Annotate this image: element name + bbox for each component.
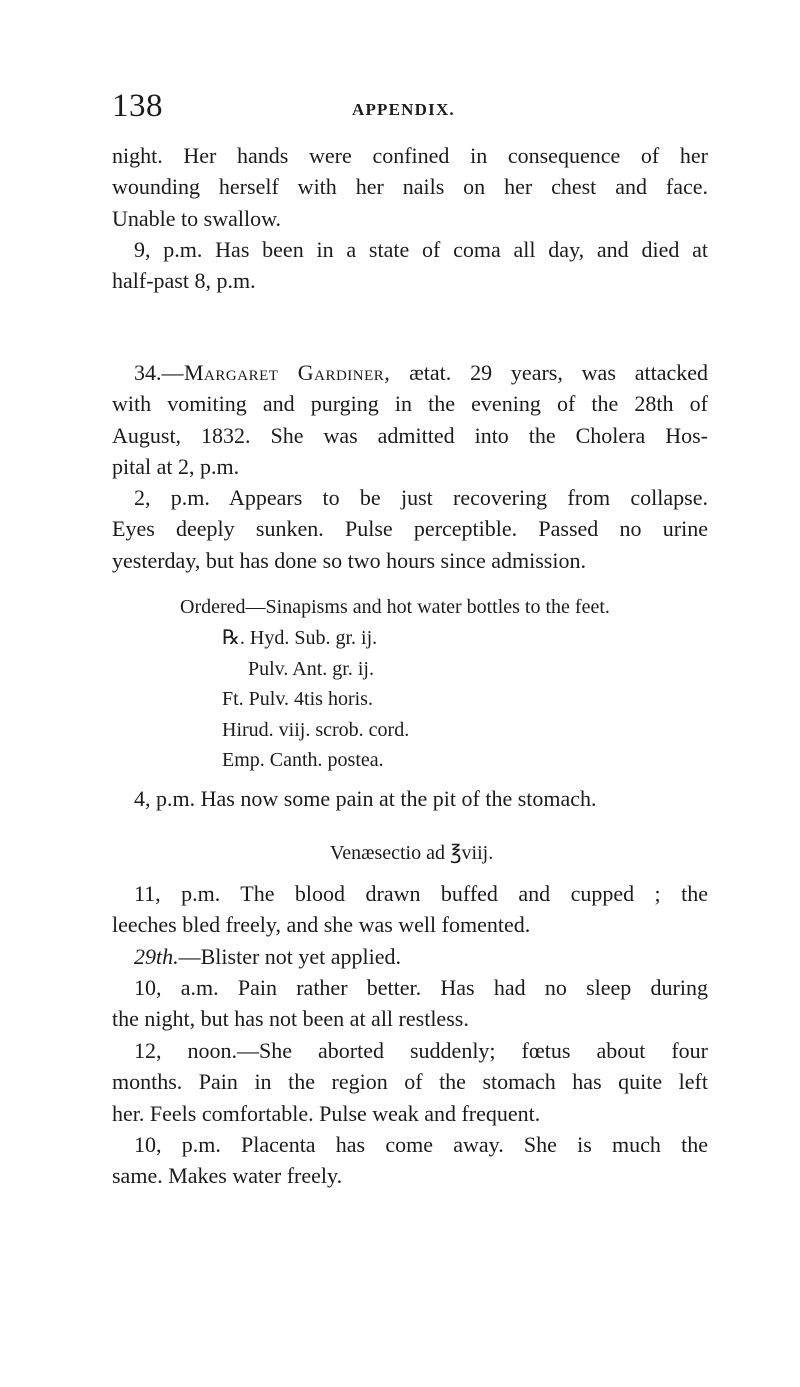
paragraph-29th (112, 941, 708, 972)
prescription-items (222, 623, 409, 776)
text-line: night. Her hands were confined in consequence of her (112, 143, 708, 168)
patient-name: —Margaret Gardiner, (161, 360, 391, 385)
text-line: 4, p.m. Has now some pain at the pit of the stomach. (134, 786, 597, 811)
paragraph-2pm (112, 482, 708, 576)
running-head: APPENDIX. (352, 100, 455, 119)
text-line: pital at 2, p.m. (112, 453, 240, 479)
text-line: wounding herself with her nails on her chest and face. (112, 174, 708, 200)
page-number: 138 (112, 88, 163, 124)
paragraph-continuation (112, 140, 708, 234)
text-line: Eyes deeply sunken. Pulse perceptible. Passed no urine (112, 516, 708, 542)
text-line: 12, noon.—She aborted suddenly; fœtus about four (134, 1038, 708, 1063)
rx-item: Ft. Pulv. 4tis horis. (222, 688, 373, 710)
text-line: months. Pain in the region of the stomach has quite left (112, 1069, 708, 1095)
paragraph-10am (112, 972, 708, 1035)
paragraph-4pm (112, 783, 708, 814)
text-line (112, 941, 708, 972)
page-header (112, 88, 712, 128)
text-line: 11, p.m. The blood drawn buffed and cupped ; the (134, 881, 708, 906)
prescription-ordered (180, 592, 610, 623)
date-29th: 29th. (134, 944, 179, 969)
text-line: her. Feels comfortable. Pulse weak and frequent. (112, 1100, 541, 1126)
text-line: yesterday, but has done so two hours since admission. (112, 547, 586, 573)
text-line: leeches bled freely, and she was well fomented. (112, 912, 531, 938)
paragraph-noon (112, 1035, 708, 1129)
venaesectio-order: Venæsectio ad ℥viij. (330, 842, 494, 864)
text-line: 9, p.m. Has been in a state of coma all day, and died at (134, 237, 708, 262)
text-line: with vomiting and purging in the evening of the 28th of (112, 391, 708, 417)
ordered-line: Ordered—Sinapisms and hot water bottles to the feet. (180, 596, 610, 618)
rx-item: Pulv. Ant. gr. ij. (248, 657, 374, 680)
rx-item: Hirud. viij. scrob. cord. (222, 718, 410, 741)
text-line: half-past 8, p.m. (112, 268, 256, 294)
text-line: Unable to swallow. (112, 205, 282, 231)
rx-item: ℞. Hyd. Sub. gr. ij. (222, 627, 378, 649)
rx-item: Emp. Canth. postea. (222, 749, 384, 771)
text-line: 2, p.m. Appears to be just recovering from collapse. (134, 485, 708, 510)
paragraph-9pm (112, 234, 708, 297)
blister-note: —Blister not yet applied. (178, 944, 402, 969)
paragraph-10pm (112, 1129, 708, 1192)
text-line: August, 1832. She was admitted into the Cholera Hos- (112, 422, 708, 448)
case-34-heading-paragraph (112, 357, 708, 482)
text-line (112, 357, 708, 388)
case-number: 34. (134, 360, 162, 385)
case-intro-text: ætat. 29 years, was attacked (390, 360, 708, 385)
text-line: 10, a.m. Pain rather better. Has had no sleep during (134, 975, 708, 1000)
paragraph-11pm (112, 878, 708, 941)
text-line: the night, but has not been at all restless. (112, 1006, 469, 1032)
text-line: 10, p.m. Placenta has come away. She is much the (134, 1132, 708, 1157)
text-line: same. Makes water freely. (112, 1163, 343, 1189)
